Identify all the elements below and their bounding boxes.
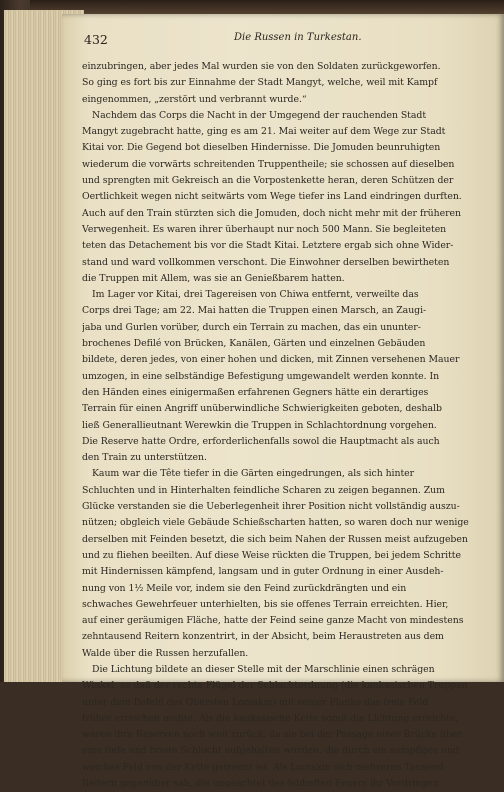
text-line: stand und ward vollkommen verschont. Die Einwohner derselben bewirtheten <box>82 256 450 268</box>
text-line: und sprengten mit Gekreisch an die Vorpostenkette heran, deren Schützen der <box>82 175 454 187</box>
text-line: bildete, deren jedes, von einer hohen und dicken, mit Zinnen versehenen Mauer <box>82 354 460 366</box>
text-line: auf einer geräumigen Fläche, hatte der Feind seine ganze Macht von mindestens <box>82 615 464 627</box>
text-line: Corps drei Tage; am 22. Mai hatten die Truppen einen Marsch, an Zaugi- <box>82 305 427 317</box>
text-line: Im Lager vor Kitai, drei Tagereisen von Chiwa entfernt, verweilte das <box>92 289 419 301</box>
text-line: Die Lichtung bildete an dieser Stelle mit der Marschlinie einen schrägen <box>92 663 435 675</box>
text-line: Die Reserve hatte Ordre, erforderlichenfalls sowol die Hauptmacht als auch <box>82 435 440 447</box>
text-line: Schluchten und in Hinterhalten feindliche Scharen zu zeigen begannen. Zum <box>82 484 445 496</box>
page-number: 432 <box>84 32 108 47</box>
book-top-edge <box>30 0 504 14</box>
text-line: brochenes Defilé von Brücken, Kanälen, Gärten und einzelnen Gebäuden <box>82 338 426 350</box>
page-body-text <box>82 59 496 792</box>
text-line: Oertlichkeit wegen nicht seitwärts vom Wege tiefer ins Land eindringen durften. <box>82 191 462 203</box>
text-line: Reitern gegenüber sah, die ungeachtet des lebhaften Feuers ihr Vordringen <box>82 778 439 790</box>
text-line: zehntausend Reitern konzentrirt, in der Absicht, beim Heraustreten aus dem <box>82 631 444 643</box>
text-line: eingenommen, „zerstört und verbrannt wurde.“ <box>82 93 307 105</box>
text-line: umzogen, in eine selbständige Befestigung umgewandelt werden konnte. In <box>82 370 440 382</box>
text-line: waren ihre Reserven noch weit zurück, da sie bei der Passage einer Brücke über <box>82 729 462 741</box>
text-line: eine tiefe und breite Schlucht aufgehalten wurden, die durch ein sumpfiges und <box>82 745 459 757</box>
text-line: früher erreichen mußte. Als die kaukasische Kette somit die Lichtung erreichte, <box>82 712 459 724</box>
book-page <box>62 14 504 790</box>
text-line: die Truppen mit Allem, was sie an Genießbarem hatten. <box>82 272 345 284</box>
text-line: Kaum war die Tête tiefer in die Gärten eingedrungen, als sich hinter <box>92 468 415 480</box>
text-line: derselben mit Feinden besetzt, die sich beim Nahen der Russen meist aufzugeben <box>82 533 468 545</box>
text-line: So ging es fort bis zur Einnahme der Stadt Mangyt, welche, weil mit Kampf <box>82 77 438 89</box>
text-line: Glücke verstanden sie die Ueberlegenheit ihrer Position nicht vollständig auszu- <box>82 501 460 513</box>
text-line: unter dem Befehl des Obersten Lomakin) mit seiner Flanke das freie Feld <box>82 696 429 708</box>
text-line: ließ Generallieutnant Werewkin die Truppen in Schlachtordnung vorgehen. <box>82 419 437 431</box>
text-line: teten das Detachement bis vor die Stadt Kitai. Letztere ergab sich ohne Wider- <box>82 240 454 252</box>
text-line: Winkel, so daß der rechte Flügel der Schlachtordnung (die kaukasischen Truppen <box>82 680 468 692</box>
text-line: Walde über die Russen herzufallen. <box>82 647 249 659</box>
text-line: weiches Feld von der Kette getrennt ist. Als Lomakin sich mehreren Tausend <box>82 761 444 773</box>
text-line: Mangyt zugebracht hatte, ging es am 21. Mai weiter auf dem Wege zur Stadt <box>82 126 446 138</box>
text-line: schwaches Gewehrfeuer unterhielten, bis sie offenes Terrain erreichten. Hier, <box>82 598 449 610</box>
text-line: jaba und Gurlen vorüber, durch ein Terrain zu machen, das ein ununter- <box>82 321 421 333</box>
text-line: wiederum die vorwärts schreitenden Truppentheile; sie schossen auf dieselben <box>82 158 455 170</box>
text-line: nützen; obgleich viele Gebäude Schießscharten hatten, so waren doch nur wenige <box>82 517 469 529</box>
text-line: Nachdem das Corps die Nacht in der Umgegend der rauchenden Stadt <box>92 109 427 121</box>
page-header <box>84 32 494 48</box>
text-line: den Train zu unterstützen. <box>82 452 207 464</box>
text-line: mit Hindernissen kämpfend, langsam und in guter Ordnung in einer Ausdeh- <box>82 566 444 578</box>
text-line: Verwegenheit. Es waren ihrer überhaupt nur noch 500 Mann. Sie begleiteten <box>82 223 447 235</box>
text-line: Auch auf den Train stürzten sich die Jomuden, doch nicht mehr mit der früheren <box>82 207 461 219</box>
text-line: einzubringen, aber jedes Mal wurden sie von den Soldaten zurückgeworfen. <box>82 61 441 72</box>
text-line: und zu fliehen beeilten. Auf diese Weise rückten die Truppen, bei jedem Schritte <box>82 549 461 561</box>
text-line: nung von 1½ Meile vor, indem sie den Feind zurückdrängten und ein <box>82 582 407 594</box>
text-line: Terrain für einen Angriff unüberwindliche Schwierigkeiten geboten, deshalb <box>82 403 442 415</box>
text-line: Kitai vor. Die Gegend bot dieselben Hindernisse. Die Jomuden beunruhigten <box>82 142 441 154</box>
running-head: Die Russen in Turkestan. <box>234 32 362 43</box>
text-line: den Händen eines einigermaßen erfahrenen Gegners hätte ein derartiges <box>82 386 429 398</box>
